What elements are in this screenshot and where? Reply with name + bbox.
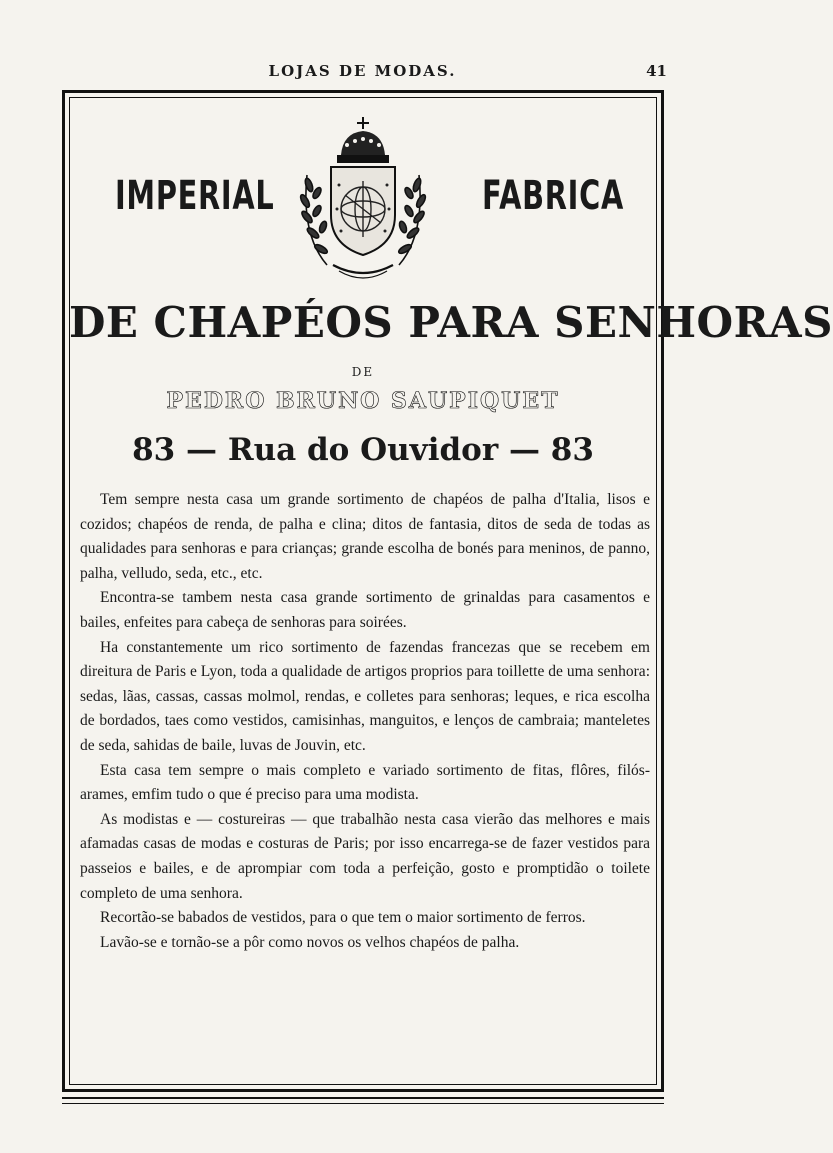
paragraph: Encontra-se tambem nesta casa grande sortimento de grinaldas para casamentos e bailes, enfeites para cabeça de senhoras para soirées.: [80, 589, 650, 631]
proprietor-name: PEDRO BRUNO SAUPIQUET: [166, 388, 560, 414]
shop-address: 83 — Rua do Ouvidor — 83: [132, 432, 594, 468]
running-title: LOJAS DE MODAS.: [268, 62, 457, 80]
paragraph: Lavão-se e tornão-se a pôr como novos os velhos chapéos de palha.: [100, 933, 520, 951]
heading-left-word: IMPERIAL: [115, 173, 275, 219]
advertisement-body: [80, 488, 650, 955]
imperial-coat-of-arms-icon: [283, 115, 443, 285]
de-label: DE: [351, 365, 375, 379]
paragraph: As modistas e — costureiras — que trabalhão nesta casa vierão das melhores e mais afamadas casas de modas e costuras de Paris; por isso encarrega-se de fazer vestidos para passeios e bailes, e de aprompiar com toda a perfeição, gosto e promptidão o toilete completo de uma senhora.: [80, 810, 650, 902]
paragraph: Recortão-se babados de vestidos, para o que tem o maior sortimento de ferros.: [100, 909, 586, 927]
main-title: DE CHAPÉOS PARA SENHORAS: [69, 298, 833, 347]
running-head: [0, 62, 725, 82]
paragraph: Esta casa tem sempre o mais completo e variado sortimento de fitas, flôres, filós-arames, emfim tudo o que é preciso para uma modista.: [80, 761, 650, 804]
paragraph: Ha constantemente um rico sortimento de fazendas francezas que se recebem em direitura de Paris e Lyon, toda a qualidade de artigos proprios para toillette de uma senhora: sedas, lãas, cassas, cassas molmol, rendas, e colletes para senhoras; leques, e rica escolha de bordados, taes como vestidos, camisinhas, manguitos, e lenços de cambraia; manteletes de seda, sahidas de baile, luvas de Jouvin, etc.: [80, 638, 650, 754]
frame-bottom-rule: [62, 1097, 664, 1104]
page-number: 41: [646, 62, 667, 80]
heading-right-word: FABRICA: [482, 173, 624, 219]
paragraph: Tem sempre nesta casa um grande sortimento de chapéos de palha d'Italia, lisos e cozidos; chapéos de renda, de palha e clina; ditos de fantasia, ditos de seda de todas as qualidades para senhoras e para crianças; grande escolha de bonés para meninos, de panno, palha, velludo, seda, etc., etc.: [80, 491, 650, 582]
